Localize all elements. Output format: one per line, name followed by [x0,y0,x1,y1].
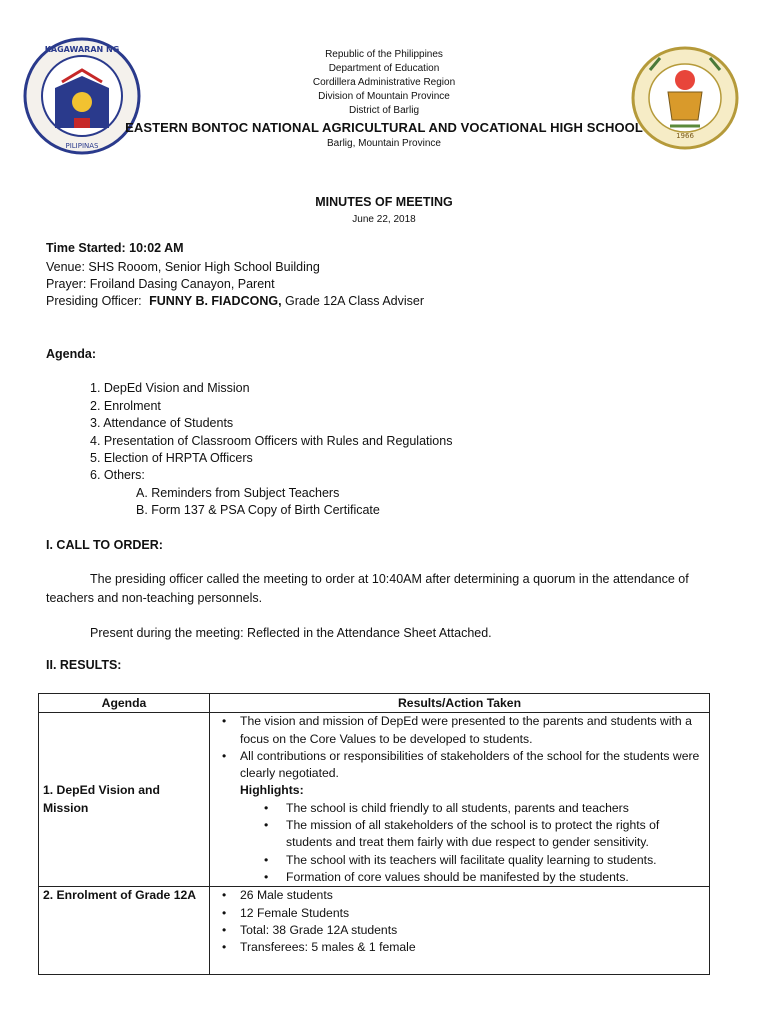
agenda-subitem: A. Reminders from Subject Teachers [136,486,340,500]
agenda-cell: 1. DepEd Vision and Mission [39,713,210,887]
list-item: • 26 Male students [240,887,705,904]
agenda-item: 5. Election of HRPTA Officers [90,451,253,465]
presiding-officer-role: Grade 12A Class Adviser [285,294,425,308]
table-row [39,887,710,975]
prayer: Prayer: Froiland Dasing Canayon, Parent [46,277,275,291]
table-header-row [39,694,710,713]
highlights-label: Highlights: [240,783,304,798]
list-item: • Transferees: 5 males & 1 female [240,939,705,956]
list-item: • Formation of core values should be manifested by the students. [286,869,705,886]
header-line-5: District of Barlig [348,105,419,116]
svg-text:PILIPINAS: PILIPINAS [65,142,99,150]
call-to-order-heading: I. CALL TO ORDER: [46,538,163,552]
list-item: • The mission of all stakeholders of the school is to protect the rights of students and treat them fairly with due respect to gender sensitivity. [286,817,705,852]
header-line-2: Department of Education [328,63,440,74]
presiding-officer [46,294,424,308]
call-to-order-paragraph: The presiding officer called the meeting to order at 10:40AM after determining a quorum in the attendance of teachers and non-teaching personnels. [46,572,689,605]
svg-text:KAGAWARAN NG: KAGAWARAN NG [44,45,120,54]
agenda-item: 4. Presentation of Classroom Officers with Rules and Regulations [90,434,453,448]
header-line-4: Division of Mountain Province [318,91,450,102]
results-cell [210,887,710,975]
header-line-1: Republic of the Philippines [325,49,443,60]
list-item: • The vision and mission of DepEd were presented to the parents and students with a focus on the Core Values to be developed to students. [240,713,705,748]
agenda-item: 3. Attendance of Students [90,416,234,430]
school-address: Barlig, Mountain Province [327,138,441,149]
results-table [38,693,710,975]
list-item: • Total: 38 Grade 12A students [240,922,705,939]
attendance-paragraph: Present during the meeting: Reflected in the Attendance Sheet Attached. [90,626,492,640]
list-item: • All contributions or responsibilities of stakeholders of the school for the students were clearly negotiated. [240,748,705,783]
presiding-officer-label: Presiding Officer: [46,294,142,308]
document-title: MINUTES OF MEETING [315,195,453,209]
results-heading: II. RESULTS: [46,658,122,672]
list-item: • 12 Female Students [240,905,705,922]
agenda-cell: 2. Enrolment of Grade 12A [39,887,210,975]
agenda-subitem: B. Form 137 & PSA Copy of Birth Certificate [136,503,380,517]
presiding-officer-name: FUNNY B. FIADCONG, [149,294,282,308]
agenda-heading: Agenda: [46,347,96,361]
time-started: Time Started: 10:02 AM [46,241,184,255]
document-date: June 22, 2018 [352,214,416,225]
header-lines [0,48,768,118]
table-row [39,713,710,887]
agenda-item: 1. DepEd Vision and Mission [90,381,250,395]
results-cell [210,713,710,887]
svg-text:1966: 1966 [676,132,694,140]
column-header-results: Results/Action Taken [210,694,710,713]
list-item: • The school with its teachers will facilitate quality learning to students. [286,852,705,869]
list-item: • The school is child friendly to all students, parents and teachers [286,800,705,817]
column-header-agenda: Agenda [39,694,210,713]
venue: Venue: SHS Rooom, Senior High School Building [46,260,320,274]
school-name: EASTERN BONTOC NATIONAL AGRICULTURAL AND VOCATIONAL HIGH SCHOOL [125,120,643,135]
agenda-item: 2. Enrolment [90,399,161,413]
header-line-3: Cordillera Administrative Region [312,77,456,88]
agenda-item: 6. Others: [90,468,145,482]
